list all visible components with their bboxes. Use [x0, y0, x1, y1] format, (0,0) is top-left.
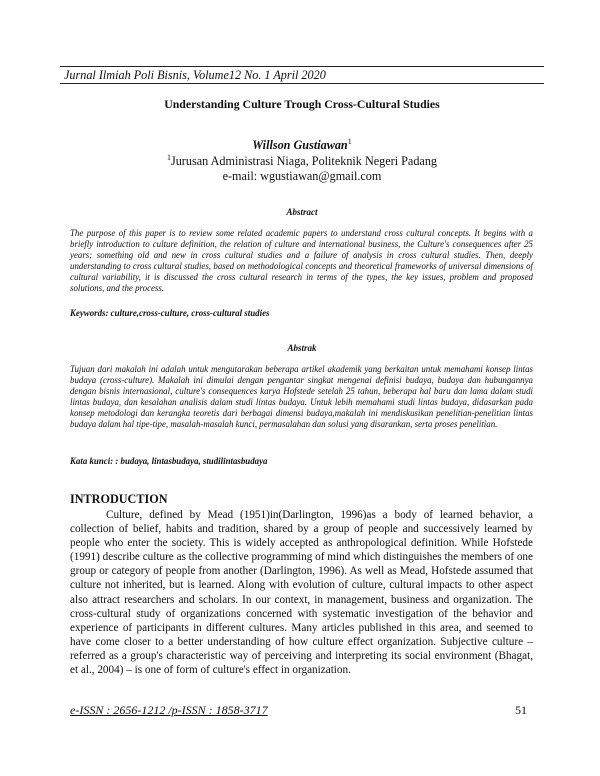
- journal-line: Jurnal Ilmiah Poli Bisnis, Volume12 No. 1 April 2020: [64, 68, 326, 82]
- introduction-heading: INTRODUCTION: [70, 492, 168, 506]
- author-block: [60, 138, 544, 185]
- introduction-paragraph: [70, 508, 533, 677]
- page-number: 51: [515, 703, 527, 717]
- author-line: [60, 138, 544, 154]
- author-name: Willson Gustiawan: [252, 138, 348, 152]
- abstract-en-heading: Abstract: [286, 207, 318, 217]
- abstract-id-heading: Abstrak: [287, 343, 317, 353]
- paper-title: Understanding Culture Trough Cross-Cultural Studies: [164, 97, 440, 111]
- abstract-en-keywords: Keywords: culture,cross-culture, cross-cultural studies: [70, 308, 270, 318]
- affiliation: Jurusan Administrasi Niaga, Politeknik Negeri Padang: [170, 153, 438, 168]
- abstract-id-keywords: Kata kunci: : budaya, lintasbudaya, studilintasbudaya: [70, 456, 268, 466]
- author-email: e-mail: wgustiawan@gmail.com: [222, 169, 382, 183]
- abstract-id-text: Tujuan dari makalah ini adalah untuk mengutarakan beberapa artikel akademik yang berkaitan untuk memahami konsep lintas budaya (cross-culture). Makalah ini dimulai dengan pengantar singkat mengenai definisi budaya, budaya dan hubungannya dengan bisnis internasional, culture's consequences karya Hofstede setelah 25 tahun, beberapa hal baru dan lama dalam studi lintas budaya, dan kesalahan analisis dalam studi lintas budaya. Untuk lebih memahami studi lintas budaya, didasarkan pada konsep metodologi dan kerangka teoretis dari berbagai dimensi budaya,makalah ini mendiskusikan penelitian-penelitian lintas budaya dalam hal tipe-tipe, masalah-masalah kunci, permasalahan dan solusi yang disarankan, serta proses penelitian.: [70, 364, 533, 430]
- footer-issn: e-ISSN : 2656-1212 /p-ISSN : 1858-3717: [70, 703, 268, 717]
- abstract-en-text: The purpose of this paper is to review some related academic papers to understand cross cultural concepts. It begins with a briefly introduction to culture definition, the relation of culture and international business, the Culture's consequences after 25 years; something old and new in cross cultural studies and a failure of analysis in cross cultural studies. Then, deeply understanding to cross cultural studies, based on methodological concepts and theoretical frameworks of universal dimensions of cultural variability, it is discussed the cross cultural research in terms of the types, the key issues, problem and proposed solutions, and the process.: [70, 228, 533, 294]
- affiliation-superscript: 1: [166, 152, 171, 162]
- journal-header: [60, 66, 544, 84]
- author-superscript: 1: [347, 136, 352, 146]
- affiliation-line: [60, 154, 544, 170]
- introduction-text: Culture, defined by Mead (1951)in(Darlington, 1996)as a body of learned behavior, a collection of belief, habits and tradition, shared by a group of people and successively learned by people who enter the society. This is widely accepted as anthropological definition. While Hofstede (1991) describe culture as the collective programming of mind which distinguishes the members of one group or category of people from another (Darlington, 1996). As well as Mead, Hofstede assumed that culture not inherited, but is learned. Along with evolution of culture, cultural impacts to other aspect also attract researchers and scholars. In our context, in management, business and organization. The cross-cultural study of organizations concerned with systematic investigation of the behavior and experience of participants in different cultures. Many articles published in this area, and seemed to have come closer to a better understanding of how culture effect organization. Subjective culture – referred as a group's characteristic way of perceiving and interpreting its social environment (Bhagat, et al., 2004) – is one of form of culture's effect in organization.: [70, 509, 533, 677]
